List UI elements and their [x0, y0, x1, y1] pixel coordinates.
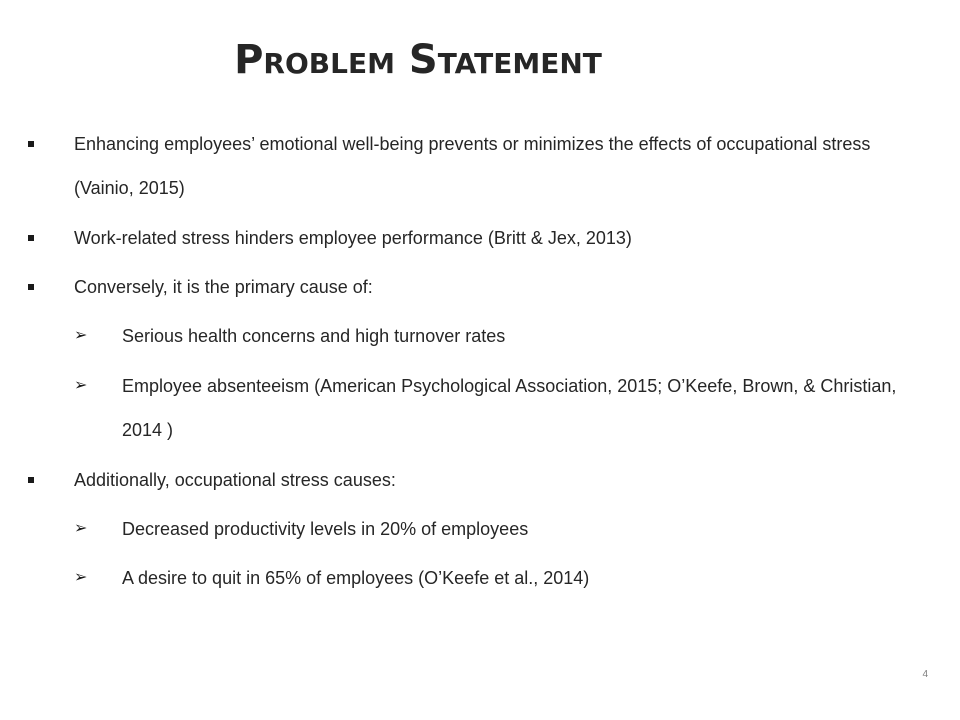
square-bullet-icon [28, 284, 34, 290]
bullet-text: Additionally, occupational stress causes: [74, 470, 396, 490]
bullet-text-continuation: (Vainio, 2015) [74, 178, 185, 198]
sub-bullet-text-continuation: 2014 ) [122, 420, 174, 440]
sub-bullet-text: Serious health concerns and high turnover rates [122, 326, 506, 346]
square-bullet-icon [28, 235, 34, 241]
arrow-bullet-icon: ➢ [74, 520, 88, 537]
sub-bullet-text: A desire to quit in 65% of employees (O’Keefe et al., 2014) [122, 568, 590, 588]
slide-title: Problem Statement [234, 37, 602, 83]
sub-bullet-text: Decreased productivity levels in 20% of employees [122, 519, 529, 539]
arrow-bullet-icon: ➢ [74, 569, 88, 586]
sub-bullet-text: Employee absenteeism (American Psychological Association, 2015; O’Keefe, Brown, & Christian, [122, 376, 897, 396]
bullet-text: Enhancing employees’ emotional well-being prevents or minimizes the effects of occupational stress [74, 134, 871, 154]
arrow-bullet-icon: ➢ [74, 327, 88, 344]
bullet-text: Work-related stress hinders employee performance (Britt & Jex, 2013) [74, 228, 632, 248]
square-bullet-icon [28, 141, 34, 147]
bullet-text: Conversely, it is the primary cause of: [74, 277, 373, 297]
square-bullet-icon [28, 477, 34, 483]
arrow-bullet-icon: ➢ [74, 377, 88, 394]
page-number: 4 [922, 669, 928, 680]
